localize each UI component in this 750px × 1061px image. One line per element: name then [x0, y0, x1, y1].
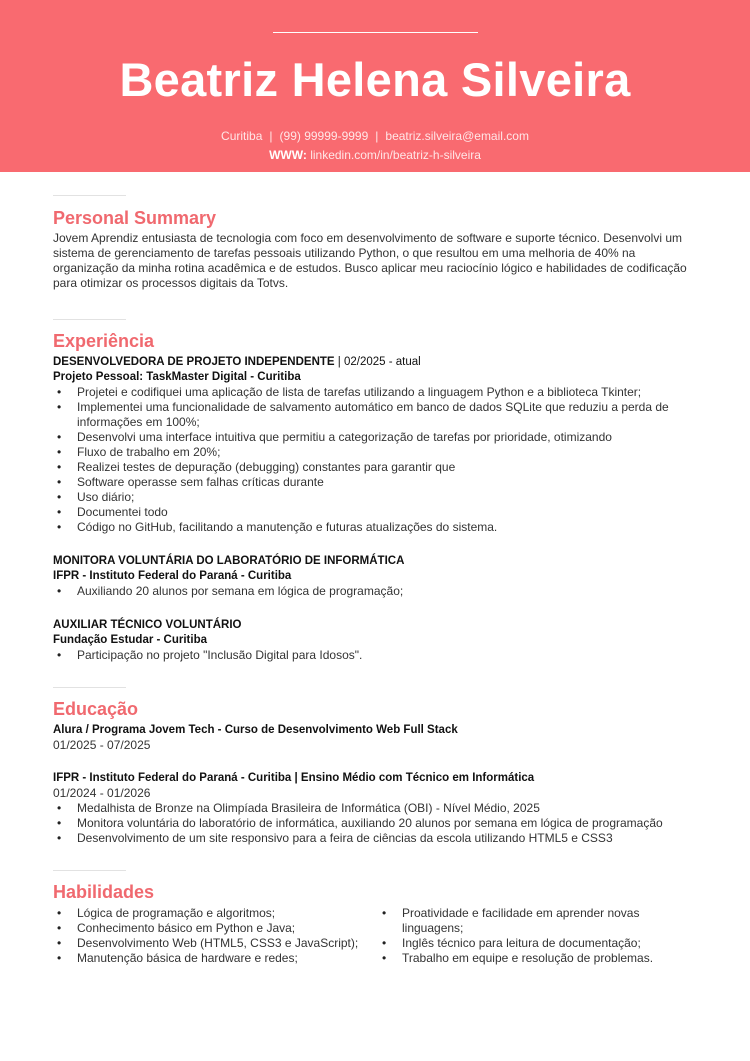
education-section	[53, 687, 703, 846]
education-dates: 01/2024 - 01/2026	[53, 786, 151, 800]
list-item: • Proatividade e facilidade em aprender novas linguagens;	[378, 906, 703, 936]
list-item: • Manutenção básica de hardware e redes;	[53, 951, 378, 966]
list-item: • Inglês técnico para leitura de documentação;	[378, 936, 703, 951]
job-heading	[53, 618, 703, 633]
summary-text: Jovem Aprendiz entusiasta de tecnologia com foco em desenvolvimento de software e suporte técnico. Desenvolvi um sistema de gerenciamento de tarefas pessoais utilizando Python, o que resultou em uma melhoria de 40% na organização da minha rotina acadêmica e de estudos. Busco aplicar meu raciocínio lógico e habilidades de codificação para otimizar os processos digitais da Totvs.	[53, 231, 687, 290]
summary-title: Personal Summary	[53, 208, 217, 228]
job-entry	[53, 554, 703, 599]
section-divider	[53, 687, 126, 688]
list-item: • Projetei e codifiquei uma aplicação de lista de tarefas utilizando a linguagem Python e a biblioteca Tkinter;	[53, 385, 703, 400]
contact-separator: |	[269, 129, 273, 143]
skills-columns	[53, 906, 703, 966]
list-item: • Realizei testes de depuração (debugging) constantes para garantir que	[53, 460, 703, 475]
contact-phone: (99) 99999-9999	[279, 129, 369, 143]
job-bullets	[53, 648, 703, 663]
section-divider	[53, 319, 126, 320]
contact-line	[0, 128, 750, 144]
job-organization: IFPR - Instituto Federal do Paraná - Curitiba	[53, 570, 292, 582]
job-role: MONITORA VOLUNTÁRIA DO LABORATÓRIO DE INFORMÁTICA	[53, 555, 405, 567]
contact-separator: |	[375, 129, 379, 143]
list-item: • Desenvolvi uma interface intuitiva que permitiu a categorização de tarefas por prioridade, otimizando	[53, 430, 703, 445]
list-item: • Auxiliando 20 alunos por semana em lógica de programação;	[53, 584, 703, 599]
job-bullets	[53, 584, 703, 599]
skills-right-column	[378, 906, 703, 966]
section-divider	[53, 870, 126, 871]
education-entry	[53, 771, 703, 846]
education-heading: Alura / Programa Jovem Tech - Curso de Desenvolvimento Web Full Stack	[53, 724, 458, 736]
education-bullets	[53, 801, 703, 846]
education-heading: IFPR - Instituto Federal do Paraná - Curitiba | Ensino Médio com Técnico em Informática	[53, 772, 535, 784]
list-item: • Documentei todo	[53, 505, 703, 520]
job-role: AUXILIAR TÉCNICO VOLUNTÁRIO	[53, 619, 242, 631]
job-date: | 02/2025 - atual	[337, 356, 421, 368]
list-item: • Trabalho em equipe e resolução de problemas.	[378, 951, 703, 966]
list-item: • Monitora voluntária do laboratório de informática, auxiliando 20 alunos por semana em lógica de programação	[53, 816, 703, 831]
skills-section	[53, 870, 703, 966]
resume-header	[0, 0, 750, 172]
list-item: • Software operasse sem falhas críticas durante	[53, 475, 703, 490]
skills-title: Habilidades	[53, 882, 155, 902]
job-organization: Projeto Pessoal: TaskMaster Digital - Curitiba	[53, 371, 301, 383]
web-line	[0, 147, 750, 163]
list-item: • Implementei uma funcionalidade de salvamento automático em banco de dados SQLite que reduziu a perda de informações em 100%;	[53, 400, 703, 430]
candidate-name: Beatriz Helena Silveira	[119, 53, 631, 106]
experience-title: Experiência	[53, 331, 155, 351]
job-heading	[53, 355, 703, 370]
section-divider	[53, 195, 126, 196]
resume-body	[53, 172, 703, 966]
list-item: • Participação no projeto "Inclusão Digital para Idosos".	[53, 648, 703, 663]
education-dates: 01/2025 - 07/2025	[53, 738, 151, 752]
list-item: • Uso diário;	[53, 490, 703, 505]
education-title: Educação	[53, 699, 139, 719]
job-role: DESENVOLVEDORA DE PROJETO INDEPENDENTE	[53, 356, 335, 368]
list-item: • Código no GitHub, facilitando a manutenção e futuras atualizações do sistema.	[53, 520, 703, 535]
experience-section	[53, 319, 703, 663]
job-heading	[53, 554, 703, 569]
skills-left-column	[53, 906, 378, 966]
job-organization: Fundação Estudar - Curitiba	[53, 634, 207, 646]
header-divider	[273, 32, 478, 33]
contact-city: Curitiba	[221, 129, 263, 143]
contact-email[interactable]: beatriz.silveira@email.com	[385, 129, 529, 143]
education-entry	[53, 723, 703, 753]
job-entry	[53, 618, 703, 663]
list-item: • Desenvolvimento de um site responsivo para a feira de ciências da escola utilizando HTML5 e CSS3	[53, 831, 703, 846]
list-item: • Desenvolvimento Web (HTML5, CSS3 e JavaScript);	[53, 936, 378, 951]
job-bullets	[53, 385, 703, 535]
job-entry	[53, 355, 703, 535]
summary-section	[53, 195, 703, 291]
list-item: • Conhecimento básico em Python e Java;	[53, 921, 378, 936]
list-item: • Lógica de programação e algoritmos;	[53, 906, 378, 921]
web-link[interactable]: linkedin.com/in/beatriz-h-silveira	[310, 148, 481, 162]
list-item: • Fluxo de trabalho em 20%;	[53, 445, 703, 460]
list-item: • Medalhista de Bronze na Olimpíada Brasileira de Informática (OBI) - Nível Médio, 2025	[53, 801, 703, 816]
web-label: WWW:	[269, 148, 307, 162]
